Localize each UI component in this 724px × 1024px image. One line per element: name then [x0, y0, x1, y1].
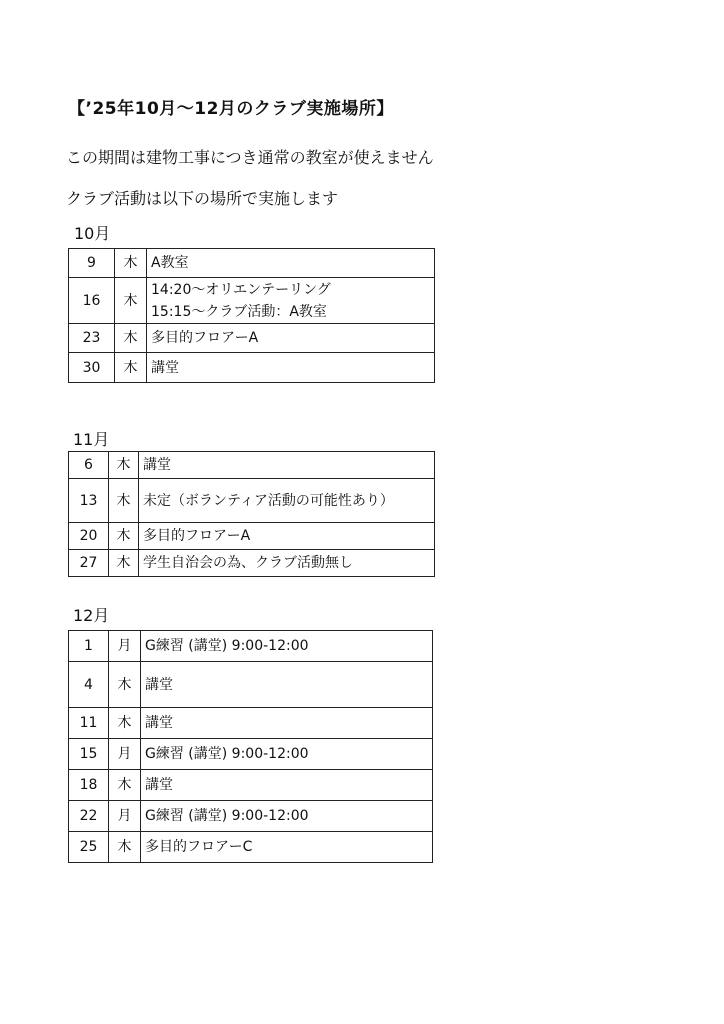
weekday-cell: 木 — [115, 353, 147, 383]
table-row — [69, 249, 435, 278]
place-cell: 多目的フロアーA — [139, 523, 435, 550]
place-cell: 講堂 — [141, 770, 433, 801]
day-cell: 11 — [69, 708, 109, 739]
place-cell: 学生自治会の為、クラブ活動無し — [139, 550, 435, 577]
weekday-cell: 月 — [109, 801, 141, 832]
place-cell: G練習 (講堂) 9:00-12:00 — [141, 631, 433, 662]
weekday-cell: 木 — [109, 832, 141, 863]
place-cell: 講堂 — [147, 353, 435, 383]
weekday-cell: 木 — [115, 278, 147, 324]
place-cell: G練習 (講堂) 9:00-12:00 — [141, 739, 433, 770]
table-row — [69, 801, 433, 832]
november-label: 11月 — [73, 430, 110, 449]
day-cell: 15 — [69, 739, 109, 770]
day-cell: 6 — [69, 452, 109, 479]
table-row — [69, 631, 433, 662]
table-row — [69, 479, 435, 523]
day-cell: 22 — [69, 801, 109, 832]
place-cell: 多目的フロアーC — [141, 832, 433, 863]
december-schedule-table — [68, 630, 433, 863]
place-cell — [147, 278, 435, 324]
table-row — [69, 708, 433, 739]
table-row — [69, 278, 435, 324]
day-cell: 16 — [69, 278, 115, 324]
november-schedule-table — [68, 451, 435, 577]
weekday-cell: 木 — [115, 324, 147, 353]
weekday-cell: 月 — [109, 739, 141, 770]
table-row — [69, 523, 435, 550]
weekday-cell: 木 — [109, 479, 139, 523]
table-row — [69, 353, 435, 383]
place-cell: A教室 — [147, 249, 435, 278]
day-cell: 20 — [69, 523, 109, 550]
table-row — [69, 550, 435, 577]
weekday-cell: 木 — [109, 523, 139, 550]
day-cell: 25 — [69, 832, 109, 863]
weekday-cell: 木 — [109, 550, 139, 577]
table-row — [69, 770, 433, 801]
weekday-cell: 月 — [109, 631, 141, 662]
place-cell: 未定（ボランティア活動の可能性あり） — [139, 479, 435, 523]
day-cell: 30 — [69, 353, 115, 383]
venue-notice: クラブ活動は以下の場所で実施します — [66, 189, 339, 208]
place-line-1: 14:20〜オリエンテーリング — [151, 281, 331, 298]
day-cell: 13 — [69, 479, 109, 523]
day-cell: 9 — [69, 249, 115, 278]
day-cell: 23 — [69, 324, 115, 353]
october-label: 10月 — [74, 224, 111, 243]
place-cell: 講堂 — [141, 708, 433, 739]
weekday-cell: 木 — [115, 249, 147, 278]
table-row — [69, 324, 435, 353]
day-cell: 27 — [69, 550, 109, 577]
table-row — [69, 739, 433, 770]
day-cell: 4 — [69, 662, 109, 708]
weekday-cell: 木 — [109, 770, 141, 801]
place-cell: G練習 (講堂) 9:00-12:00 — [141, 801, 433, 832]
weekday-cell: 木 — [109, 452, 139, 479]
weekday-cell: 木 — [109, 708, 141, 739]
place-cell: 講堂 — [141, 662, 433, 708]
table-row — [69, 662, 433, 708]
table-row — [69, 452, 435, 479]
place-cell: 多目的フロアーA — [147, 324, 435, 353]
table-row — [69, 832, 433, 863]
day-cell: 1 — [69, 631, 109, 662]
december-label: 12月 — [73, 606, 110, 625]
place-cell: 講堂 — [139, 452, 435, 479]
october-schedule-table — [68, 248, 435, 383]
place-line-2: 15:15〜クラブ活動：A教室 — [151, 303, 327, 320]
construction-notice: この期間は建物工事につき通常の教室が使えません — [66, 148, 434, 167]
weekday-cell: 木 — [109, 662, 141, 708]
day-cell: 18 — [69, 770, 109, 801]
document-title: 【’25年10月〜12月のクラブ実施場所】 — [68, 99, 394, 119]
